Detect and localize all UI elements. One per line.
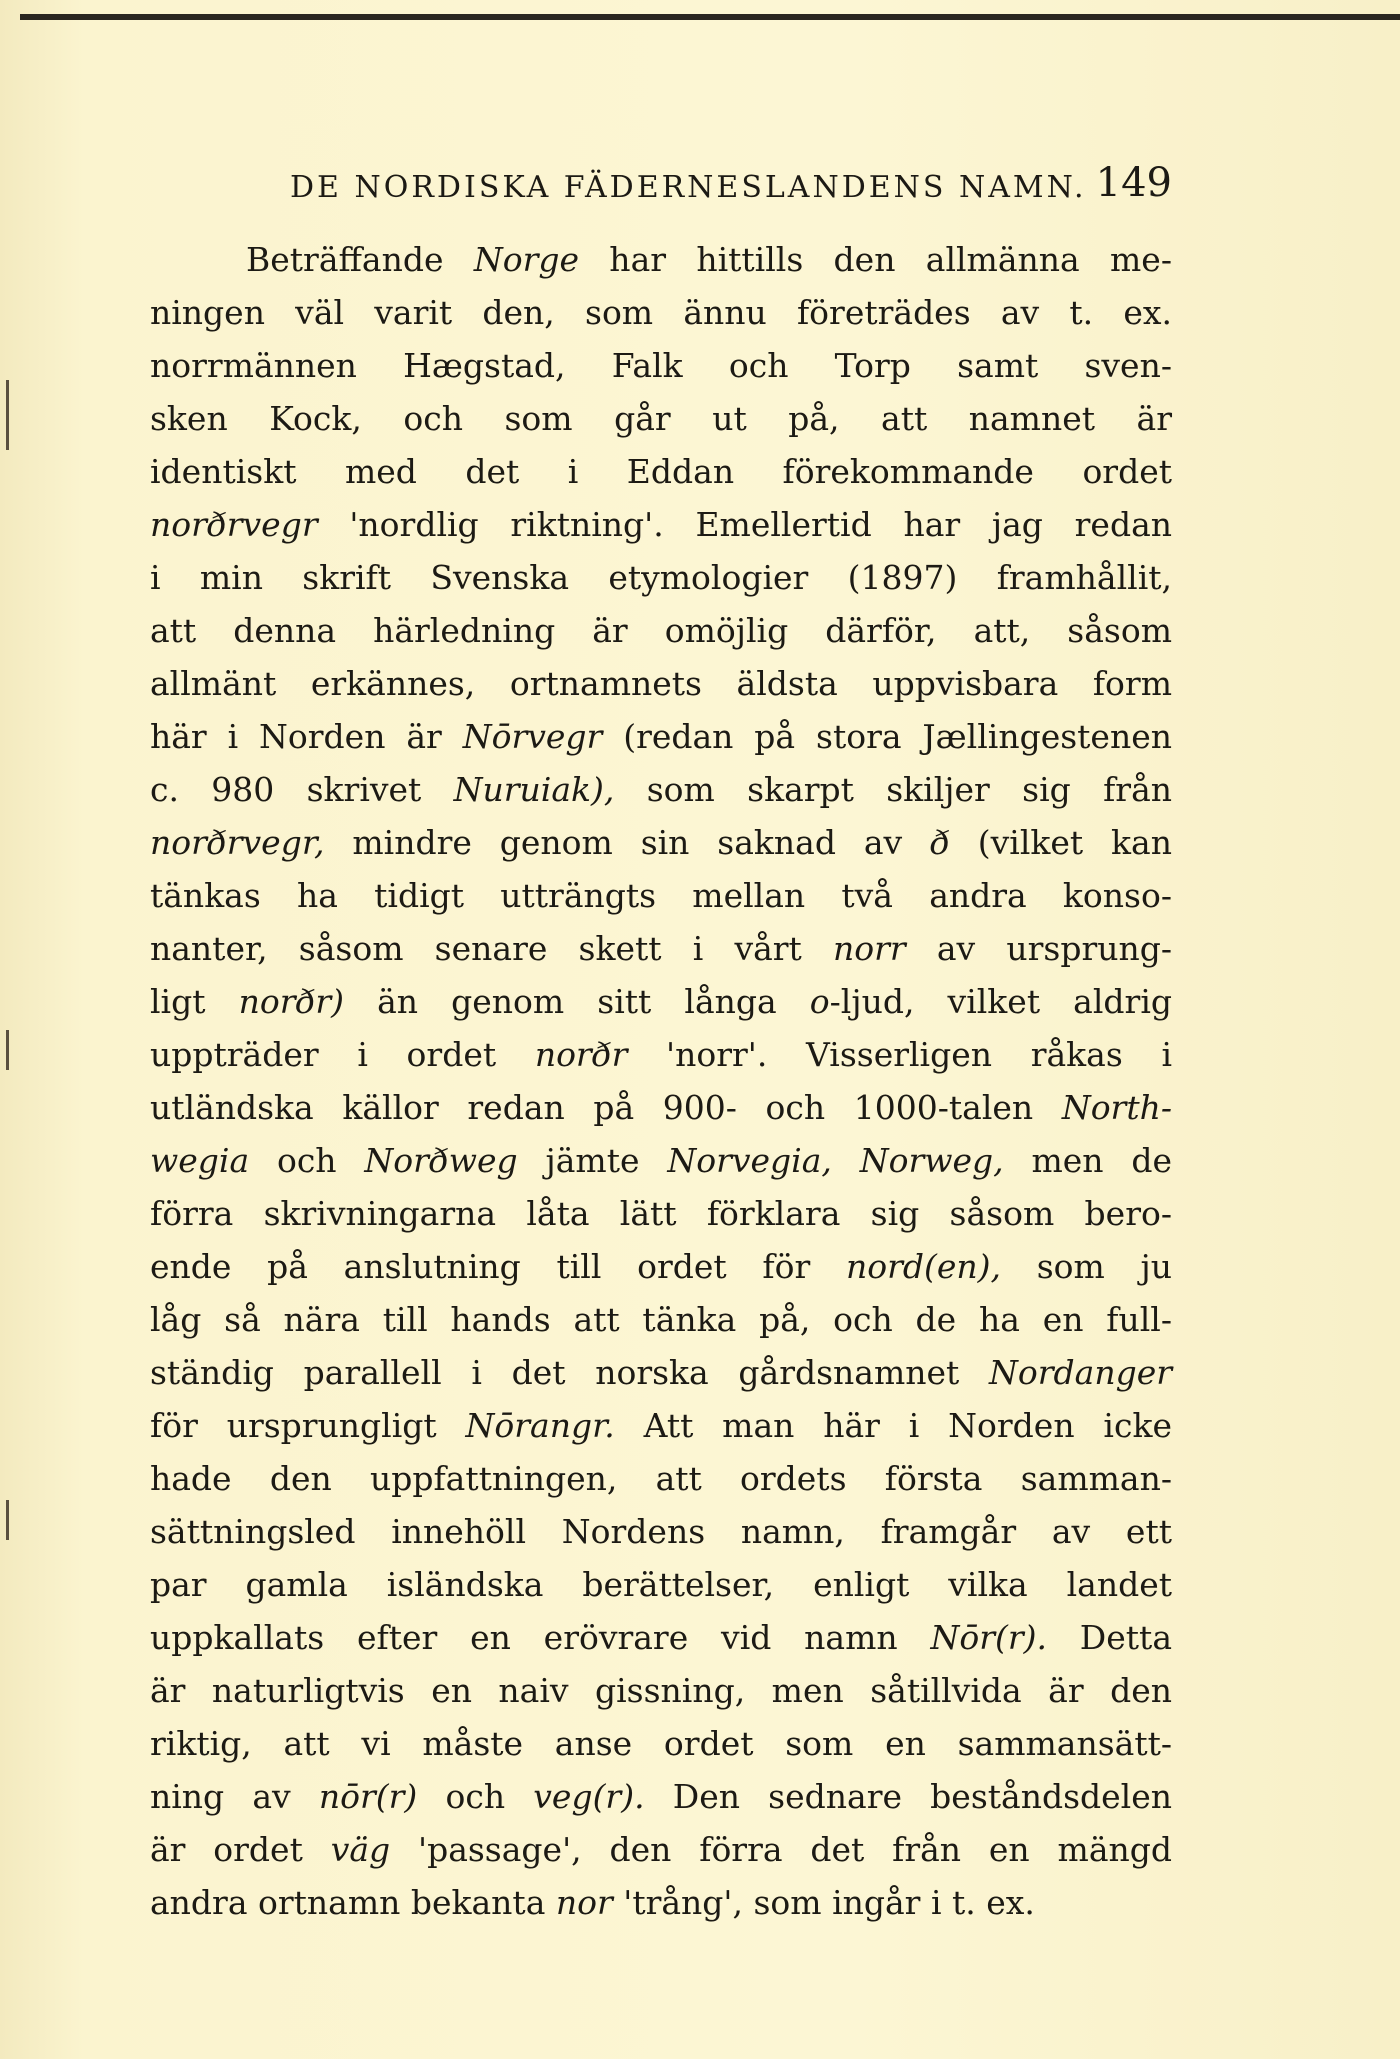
italic-term: nōr(r) (318, 1777, 418, 1816)
text-line (150, 1558, 1172, 1611)
text-run: men de (1003, 1141, 1172, 1180)
italic-term: Norweg, (859, 1141, 1004, 1180)
text-run: -ljud, vilket aldrig (829, 982, 1172, 1021)
page-header (150, 160, 1172, 212)
italic-term: wegia (150, 1141, 250, 1180)
running-title: DE NORDISKA FÄDERNESLANDENS NAMN. (290, 170, 1087, 205)
text-line (150, 975, 1172, 1028)
text-run: (redan på stora Jællingestenen (602, 717, 1172, 756)
text-run: som ju (1001, 1247, 1172, 1286)
text-run: ende på anslutning till ordet för (150, 1247, 846, 1286)
italic-term: Norvegia, (667, 1141, 832, 1180)
text-line (150, 604, 1172, 657)
text-line (150, 498, 1172, 551)
margin-mark (6, 1500, 9, 1540)
italic-term: norðrvegr, (150, 823, 325, 862)
text-run: och (249, 1141, 365, 1180)
text-run: ningen väl varit den, som ännu företrädes av t. ex. (150, 293, 1172, 332)
text-line (150, 1770, 1172, 1823)
text-line (150, 1717, 1172, 1770)
text-run: tänkas ha tidigt utträngts mellan två andra konso- (150, 876, 1172, 915)
text-line (150, 1187, 1172, 1240)
text-run: ständig parallell i det norska gårdsnamnet (150, 1353, 989, 1392)
text-run: identiskt med det i Eddan förekommande ordet (150, 452, 1172, 491)
text-line (150, 869, 1172, 922)
text-line (150, 922, 1172, 975)
italic-term: norðr (534, 1035, 628, 1074)
text-line (150, 1823, 1172, 1876)
text-line (150, 233, 1172, 286)
body-text (150, 233, 1172, 1929)
page-number: 149 (1095, 160, 1172, 206)
text-line (150, 1452, 1172, 1505)
text-run: och (417, 1777, 534, 1816)
text-run: Detta (1047, 1618, 1172, 1657)
margin-mark (6, 380, 9, 450)
italic-term: väg (330, 1830, 391, 1869)
text-run: andra ortnamn bekanta (150, 1883, 556, 1922)
italic-term: norr (833, 929, 906, 968)
text-run: har hittills den allmänna me- (579, 240, 1172, 279)
text-line (150, 1664, 1172, 1717)
text-line (150, 1611, 1172, 1664)
italic-term: nord(en), (845, 1247, 1001, 1286)
italic-term: nor (555, 1883, 613, 1922)
text-line (150, 763, 1172, 816)
text-line (150, 657, 1172, 710)
text-run: som skarpt skiljer sig från (614, 770, 1172, 809)
text-run: är naturligtvis en naiv gissning, men såtillvida är den (150, 1671, 1172, 1710)
text-run: än genom sitt långa (344, 982, 810, 1021)
text-line (150, 1346, 1172, 1399)
text-run: utländska källor redan på 900- och 1000-talen (150, 1088, 1062, 1127)
text-line (150, 1399, 1172, 1452)
text-run: (vilket kan (949, 823, 1172, 862)
italic-term: Nōr(r). (930, 1618, 1047, 1657)
italic-term: veg(r). (533, 1777, 645, 1816)
text-run: sken Kock, och som går ut på, att namnet är (150, 399, 1172, 438)
text-run: för ursprungligt (150, 1406, 466, 1445)
text-line (150, 816, 1172, 869)
text-run: är ordet (150, 1830, 331, 1869)
text-line (150, 1293, 1172, 1346)
text-run: nanter, såsom senare skett i vårt (150, 929, 833, 968)
text-run: uppkallats efter en erövrare vid namn (150, 1618, 931, 1657)
text-run: 'passage', den förra det från en mängd (390, 1830, 1172, 1869)
text-run: 'norr'. Visserligen råkas i (627, 1035, 1172, 1074)
text-run: förra skrivningarna låta lätt förklara sig såsom bero- (150, 1194, 1172, 1233)
italic-term: Norðweg (364, 1141, 518, 1180)
text-run: ning av (150, 1777, 319, 1816)
text-run: låg så nära till hands att tänka på, och de ha en full- (150, 1300, 1172, 1339)
text-line (150, 392, 1172, 445)
italic-term: Nuruiak), (453, 770, 615, 809)
italic-term: North- (1061, 1088, 1172, 1127)
text-run: 'trång', som ingår i t. ex. (612, 1883, 1035, 1922)
text-line (150, 445, 1172, 498)
text-run: norrmännen Hægstad, Falk och Torp samt sven- (150, 346, 1172, 385)
text-run: uppträder i ordet (150, 1035, 535, 1074)
text-run: riktig, att vi måste anse ordet som en sammansätt- (150, 1724, 1172, 1763)
italic-term: Nōrangr. (465, 1406, 615, 1445)
text-line (150, 1028, 1172, 1081)
text-line (150, 1505, 1172, 1558)
margin-mark (6, 1030, 9, 1070)
text-run: att denna härledning är omöjlig därför, att, såsom (150, 611, 1172, 650)
italic-term: norðrvegr (150, 505, 318, 544)
text-run: par gamla isländska berättelser, enligt vilka landet (150, 1565, 1172, 1604)
text-run: mindre genom sin saknad av (324, 823, 931, 862)
text-line (150, 1876, 1172, 1929)
italic-term: ð (930, 823, 950, 862)
italic-term: Nordanger (989, 1353, 1172, 1392)
text-line (150, 1134, 1172, 1187)
italic-term: o (809, 982, 830, 1021)
text-run: av ursprung- (905, 929, 1172, 968)
text-run: Beträffande (246, 240, 474, 279)
text-line (150, 1240, 1172, 1293)
text-run: Den sednare beståndsdelen (644, 1777, 1173, 1816)
text-run: 'nordlig riktning'. Emellertid har jag redan (317, 505, 1172, 544)
text-line (150, 551, 1172, 604)
italic-term: Norge (473, 240, 579, 279)
text-run: Att man här i Norden icke (614, 1406, 1172, 1445)
text-run: ligt (150, 982, 239, 1021)
italic-term: Nōrvegr (462, 717, 603, 756)
text-run: jämte (517, 1141, 668, 1180)
text-line (150, 286, 1172, 339)
text-line (150, 710, 1172, 763)
text-run: i min skrift Svenska etymologier (1897) framhållit, (150, 558, 1172, 597)
text-run (832, 1141, 860, 1180)
text-run: allmänt erkännes, ortnamnets äldsta uppvisbara form (150, 664, 1172, 703)
text-run: här i Norden är (150, 717, 463, 756)
text-run: hade den uppfattningen, att ordets första samman- (150, 1459, 1172, 1498)
text-run: c. 980 skrivet (150, 770, 454, 809)
text-run: sättningsled innehöll Nordens namn, framgår av ett (150, 1512, 1172, 1551)
text-line (150, 1081, 1172, 1134)
top-edge-rule (20, 14, 1400, 20)
text-line (150, 339, 1172, 392)
italic-term: norðr) (238, 982, 345, 1021)
